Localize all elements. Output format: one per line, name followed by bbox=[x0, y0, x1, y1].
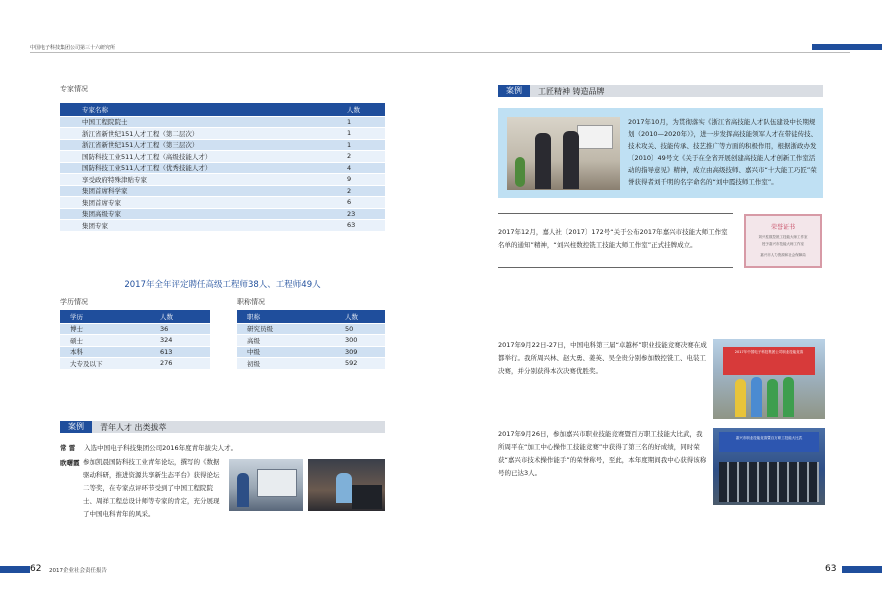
table-cell: 1 bbox=[325, 116, 385, 128]
table-cell: 集团高级专家 bbox=[60, 208, 325, 220]
photo-speech bbox=[308, 459, 385, 511]
table-cell: 大专及以下 bbox=[60, 358, 160, 370]
table-cell: 国防科技工业511人才工程（优秀技能人才） bbox=[60, 162, 325, 174]
experts-table bbox=[60, 103, 385, 232]
table-cell: 63 bbox=[325, 220, 385, 232]
table-cell: 高级 bbox=[237, 335, 345, 347]
education-title: 学历情况 bbox=[60, 298, 88, 306]
photo-lab bbox=[229, 459, 303, 511]
table-cell: 浙江省新世纪151人才工程（第三层次） bbox=[60, 139, 325, 151]
table-cell: 本科 bbox=[60, 346, 160, 358]
education-table bbox=[60, 310, 210, 370]
table-cell: 研究员级 bbox=[237, 323, 345, 335]
certificate-line: 嘉兴市人力资源和社会保障局 bbox=[760, 253, 806, 257]
text-competition-jiaxing: 2017年9月26日，参加嘉兴市职业技能竞赛暨百万职工技能大比武，我所周平在“加工中心操作工技能竞赛”中获得了第三名的好成绩，同时荣获“嘉兴市技术操作能手”的荣誉称号，至此，本年度期间我中心获得该称号的已达3人。 bbox=[498, 430, 707, 477]
case-text: 入选中国电子科技集团公司2016年度青年拔尖人才。 bbox=[84, 444, 238, 452]
footer-accent-bar bbox=[0, 566, 30, 573]
header-org: 中国电子科技集团公司第三十六研究所 bbox=[30, 45, 116, 51]
col-header: 职称 bbox=[237, 310, 345, 323]
table-cell: 集团专家 bbox=[60, 220, 325, 232]
table-cell: 享受政府特殊津贴专家 bbox=[60, 174, 325, 186]
certificate-image bbox=[744, 214, 822, 268]
person-name: 常 雷 bbox=[60, 444, 76, 452]
banner-text: 嘉兴市职业技能竞赛暨百万职工技能大比武 bbox=[735, 436, 803, 440]
certificate-line: 刘兴柱数控铣工技能大师工作室 bbox=[758, 235, 808, 239]
table-cell: 国防科技工业511人才工程（高级技能人才） bbox=[60, 151, 325, 163]
promotion-title: 2017年全年评定聘任高级工程师38人、工程师49人 bbox=[124, 280, 321, 290]
case-entry-1 bbox=[60, 442, 385, 455]
table-cell: 23 bbox=[325, 208, 385, 220]
table-cell: 2 bbox=[325, 185, 385, 197]
table-cell: 1 bbox=[325, 139, 385, 151]
table-cell: 276 bbox=[160, 358, 210, 370]
case-tag: 案例 bbox=[60, 421, 92, 433]
col-header: 专家名称 bbox=[60, 103, 325, 116]
col-header: 学历 bbox=[60, 310, 160, 323]
table-cell: 中国工程院院士 bbox=[60, 116, 325, 128]
titles-table bbox=[237, 310, 385, 370]
certificate-line: 授予嘉兴市技能大师工作室 bbox=[762, 242, 804, 246]
table-cell: 50 bbox=[345, 323, 385, 335]
case-heading: 工匠精神 铸造品牌 bbox=[538, 86, 605, 96]
table-cell: 613 bbox=[160, 346, 210, 358]
photo-competition-team bbox=[713, 339, 825, 419]
photo-competition-group bbox=[713, 428, 825, 505]
table-cell: 集团首席科学家 bbox=[60, 185, 325, 197]
table-cell: 硕士 bbox=[60, 335, 160, 347]
table-cell: 592 bbox=[345, 358, 385, 370]
table-cell: 2 bbox=[325, 151, 385, 163]
case-bar-craftsman bbox=[498, 85, 823, 97]
certificate-title: 荣誉证书 bbox=[770, 224, 795, 231]
header-accent-bar bbox=[812, 44, 882, 50]
table-cell: 集团首席专家 bbox=[60, 197, 325, 209]
photo-award bbox=[507, 117, 620, 190]
table-cell: 309 bbox=[345, 346, 385, 358]
table-cell: 324 bbox=[160, 335, 210, 347]
header-divider bbox=[30, 52, 850, 53]
col-header: 人数 bbox=[325, 103, 385, 116]
table-cell: 36 bbox=[160, 323, 210, 335]
case-tag: 案例 bbox=[498, 85, 530, 97]
case-bar-youth bbox=[60, 421, 385, 433]
page-number: 62 bbox=[30, 564, 42, 574]
col-header: 人数 bbox=[345, 310, 385, 323]
text-studio-dec: 2017年12月，嘉人社〔2017〕172号“关于公布2017年嘉兴市技能大师工作室名单的通知”精神，“刘兴柱数控铣工技能大师工作室”正式挂牌成立。 bbox=[498, 228, 728, 249]
divider bbox=[498, 267, 733, 268]
banner-text: 2017年中国电子科技集团公司职业技能竞赛 bbox=[734, 350, 804, 354]
case-text: 参加凯晨国防科技工业青年论坛，撰写的《数据驱动科研，推进资源共享新生态平台》获得论坛二等奖，在专家点评环节受到了中国工程院院士、周祥工程总设计师等专家的肯定，充分展现了中国电科青年的风采。 bbox=[83, 458, 220, 518]
titles-title: 职称情况 bbox=[237, 298, 265, 306]
table-cell: 1 bbox=[325, 128, 385, 140]
table-cell: 博士 bbox=[60, 323, 160, 335]
table-cell: 初级 bbox=[237, 358, 345, 370]
table-cell: 9 bbox=[325, 174, 385, 186]
case-heading: 青年人才 出类拔萃 bbox=[100, 422, 167, 432]
footer-accent-bar bbox=[842, 566, 882, 573]
person-name: 欧曙霞 bbox=[60, 459, 80, 467]
table-cell: 4 bbox=[325, 162, 385, 174]
report-title: 2017企业社会责任报告 bbox=[49, 568, 107, 574]
experts-title: 专家情况 bbox=[60, 85, 88, 93]
divider bbox=[498, 213, 733, 214]
table-cell: 浙江省新世纪151人才工程（第二层次） bbox=[60, 128, 325, 140]
text-competition-chengdu: 2017年9月22日-27日，中国电科第三届“卓越杯”职业技能竞赛决赛在成都举行。我所周兴林、赵大勇、姜英、吴全贵分别参加数控铣工、电装工决赛，并分别获得本次决赛优胜奖。 bbox=[498, 341, 707, 375]
page-number: 63 bbox=[825, 564, 837, 574]
col-header: 人数 bbox=[160, 310, 210, 323]
table-cell: 中级 bbox=[237, 346, 345, 358]
table-cell: 6 bbox=[325, 197, 385, 209]
text-studio-oct: 2017年10月，为贯彻落实《浙江省高技能人才队伍建设中长期规划（2010—2020年）》，进一步发挥高技能领军人才在带徒传技、技术攻关、技能传承、技艺推广等方面的积极作用，根据浙政办发〔2010〕49号文《关于在全省开展创建高技能人才创新工作室活动的指导意见》精神，成立由高级技师、嘉兴市“十大能工巧匠”荣誉获得者刘千明的名字命名的“刘中霞技师工作室”。 bbox=[628, 118, 818, 186]
table-cell: 300 bbox=[345, 335, 385, 347]
